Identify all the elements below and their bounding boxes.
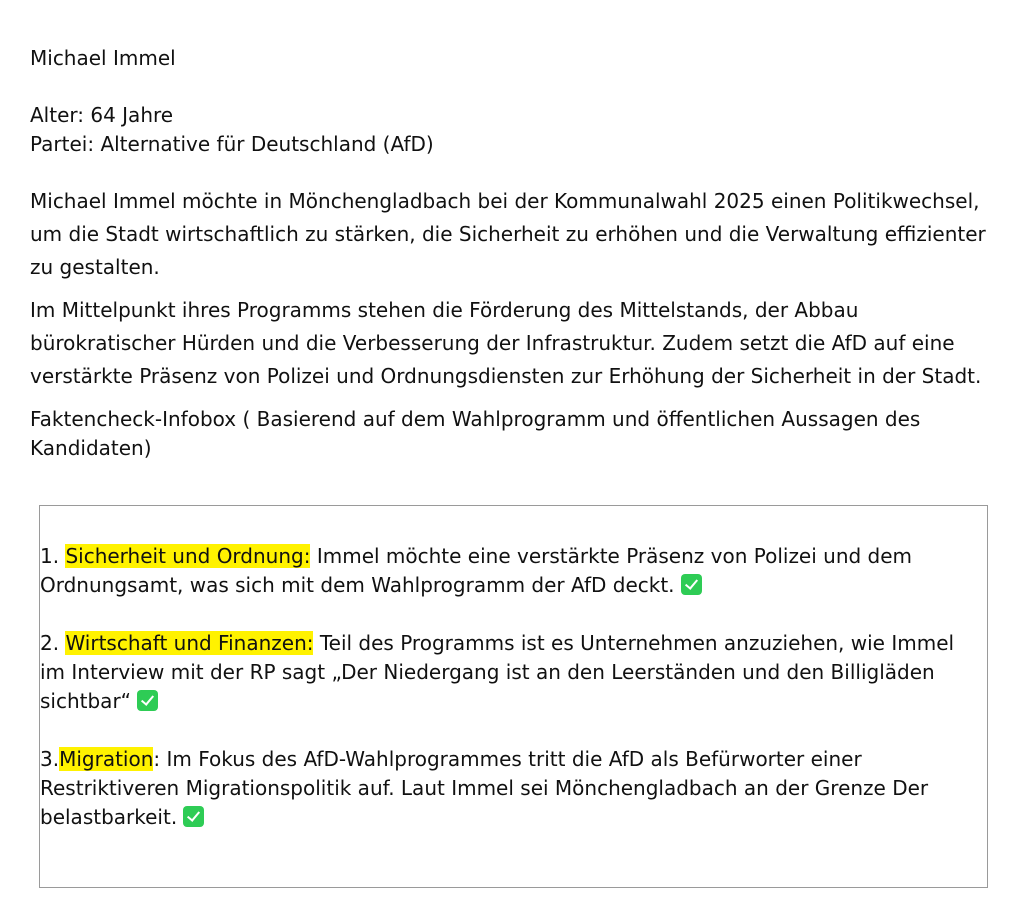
check-mark-icon bbox=[183, 806, 204, 827]
item-topic-highlight: Wirtschaft und Finanzen: bbox=[65, 631, 314, 655]
item-topic-highlight: Sicherheit und Ordnung: bbox=[65, 544, 311, 568]
candidate-name: Michael Immel bbox=[30, 46, 176, 70]
factcheck-item-security bbox=[40, 542, 967, 600]
item-text: Teil des Programms ist es Unternehmen anzuziehen, wie Immel im Interview mit der RP sagt „Der Niedergang ist an den Leerständen und den Billigläden sichtbar“ bbox=[40, 631, 955, 713]
check-mark-icon bbox=[681, 574, 702, 595]
program-paragraph: Im Mittelpunkt ihres Programms stehen die Förderung des Mittelstands, der Abbau bürokratischer Hürden und die Verbesserung der Infrastruktur. Zudem setzt die AfD auf eine verstärkte Präsenz von Polizei und Ordnungsdiensten zur Erhöhung der Sicherheit in der Stadt. bbox=[30, 298, 982, 388]
item-number: 1. bbox=[40, 544, 66, 568]
profile-document bbox=[30, 44, 990, 471]
item-text: : Im Fokus des AfD-Wahlprogrammes tritt die AfD als Befürworter einer Restriktiveren Migrationspolitik auf. Laut Immel sei Mönchengladbach an der Grenze Der belastbarkeit. bbox=[40, 747, 929, 829]
candidate-age: Alter: 64 Jahre bbox=[30, 103, 174, 127]
intro-paragraph: Michael Immel möchte in Mönchengladbach bei der Kommunalwahl 2025 einen Politikwechsel, um die Stadt wirtschaftlich zu stärken, die Sicherheit zu erhöhen und die Verwaltung effizienter zu gestalten. bbox=[30, 189, 986, 279]
item-number: 3. bbox=[40, 747, 60, 771]
check-mark-icon bbox=[137, 690, 158, 711]
infobox-heading: Faktencheck-Infobox ( Basierend auf dem Wahlprogramm und öffentlichen Aussagen des Kandidaten) bbox=[30, 407, 921, 460]
item-topic-highlight: Migration bbox=[59, 747, 154, 771]
item-text: Immel möchte eine verstärkte Präsenz von Polizei und dem Ordnungsamt, was sich mit dem Wahlprogramm der AfD deckt. bbox=[40, 544, 913, 597]
factcheck-item-economy bbox=[40, 629, 967, 716]
factcheck-item-migration bbox=[40, 745, 967, 832]
candidate-party: Partei: Alternative für Deutschland (AfD) bbox=[30, 132, 434, 156]
item-number: 2. bbox=[40, 631, 66, 655]
factcheck-infobox bbox=[39, 505, 988, 888]
candidate-meta bbox=[30, 101, 990, 159]
